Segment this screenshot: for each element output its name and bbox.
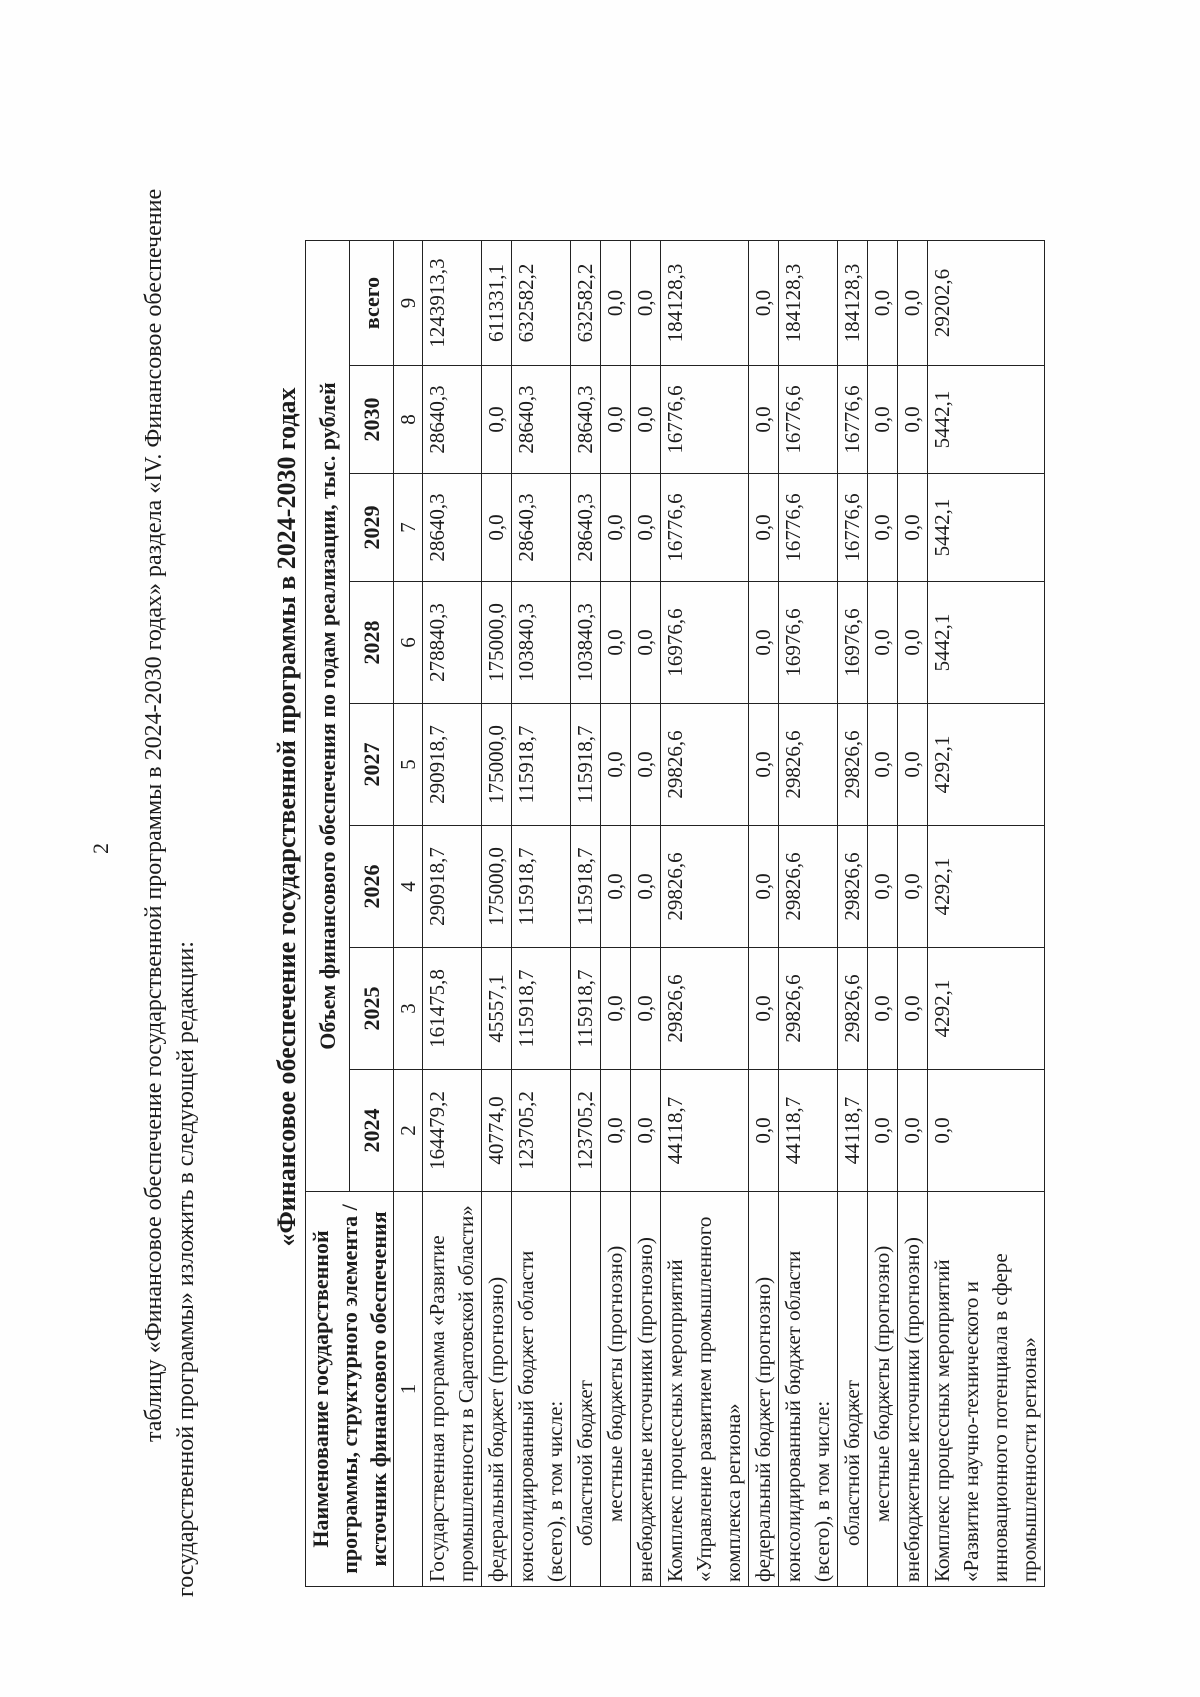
row-value: 0,0 [898,1070,928,1192]
row-value: 0,0 [928,1070,1045,1192]
row-value: 45557,1 [482,948,512,1070]
row-value: 16976,6 [779,582,838,704]
row-value: 115918,7 [512,704,571,826]
row-name: областной бюджет [571,1192,601,1587]
row-value: 44118,7 [661,1070,749,1192]
table-title: «Финансовое обеспечение государственной программы в 2024-2030 годах [272,387,301,1247]
row-value: 0,0 [898,826,928,948]
row-value: 29826,6 [661,704,749,826]
row-value: 0,0 [868,826,898,948]
row-value: 29826,6 [661,948,749,1070]
column-number: 4 [394,826,423,948]
year-header: 2030 [350,366,394,474]
year-header: 2025 [350,948,394,1070]
row-value: 0,0 [601,1070,631,1192]
row-name: внебюджетные источники (прогнозно) [631,1192,661,1587]
row-value: 175000,0 [482,704,512,826]
row-value: 0,0 [898,948,928,1070]
row-value: 29826,6 [661,826,749,948]
row-value: 123705,2 [571,1070,601,1192]
row-value: 28640,3 [571,474,601,582]
row-value: 40774,0 [482,1070,512,1192]
row-value: 28640,3 [423,474,482,582]
row-value: 0,0 [898,474,928,582]
page-number: 2 [88,843,113,854]
intro-line-1: таблицу «Финансовое обеспечение государственной программы в 2024-2030 годах» раздела «IV. Финансовое обеспечение [141,188,167,1442]
row-value: 115918,7 [571,948,601,1070]
table-row [928,241,1045,1587]
row-value: 0,0 [868,704,898,826]
column-number: 6 [394,582,423,704]
column-number: 7 [394,474,423,582]
row-value: 0,0 [868,474,898,582]
row-value: 0,0 [631,241,661,366]
row-value: 29202,6 [928,241,1045,366]
row-value: 0,0 [749,474,779,582]
row-value: 184128,3 [838,241,868,366]
row-value: 0,0 [601,474,631,582]
column-number: 8 [394,366,423,474]
row-value: 0,0 [631,474,661,582]
table-row [749,241,779,1587]
row-value: 0,0 [601,948,631,1070]
financing-table [305,240,1045,1587]
table-row [601,241,631,1587]
column-number: 2 [394,1070,423,1192]
row-value: 0,0 [868,366,898,474]
table-row [631,241,661,1587]
row-value: 0,0 [749,1070,779,1192]
table-row [482,241,512,1587]
year-header: 2024 [350,1070,394,1192]
row-value: 0,0 [482,366,512,474]
row-value: 0,0 [868,241,898,366]
row-value: 103840,3 [571,582,601,704]
row-value: 44118,7 [838,1070,868,1192]
row-value: 184128,3 [661,241,749,366]
row-name: консолидированный бюджет области (всего), в том числе: [512,1192,571,1587]
row-value: 0,0 [749,704,779,826]
column-number: 5 [394,704,423,826]
row-value: 0,0 [868,582,898,704]
row-value: 5442,1 [928,582,1045,704]
row-value: 0,0 [601,241,631,366]
row-value: 29826,6 [779,704,838,826]
row-value: 161475,8 [423,948,482,1070]
row-name: Комплекс процессных мероприятий «Управление развитием промышленного комплекса региона» [661,1192,749,1587]
row-value: 290918,7 [423,826,482,948]
row-value: 29826,6 [838,948,868,1070]
row-value: 16976,6 [838,582,868,704]
row-value: 115918,7 [571,826,601,948]
row-value: 0,0 [601,704,631,826]
table-row [512,241,571,1587]
row-value: 16776,6 [838,366,868,474]
row-value: 632582,2 [571,241,601,366]
row-name: местные бюджеты (прогнозно) [601,1192,631,1587]
row-value: 29826,6 [838,704,868,826]
year-header: всего [350,241,394,366]
row-value: 28640,3 [423,366,482,474]
row-value: 278840,3 [423,582,482,704]
row-value: 290918,7 [423,704,482,826]
row-value: 0,0 [631,366,661,474]
row-name: Комплекс процессных мероприятий «Развитие научно-технического и инновационного потенциала в сфере промышленности региона» [928,1192,1045,1587]
row-value: 115918,7 [512,948,571,1070]
row-value: 0,0 [601,366,631,474]
row-value: 16776,6 [661,474,749,582]
row-value: 0,0 [749,366,779,474]
row-name: Государственная программа «Развитие промышленности в Саратовской области» [423,1192,482,1587]
year-header: 2026 [350,826,394,948]
intro-paragraph [138,177,202,1597]
column-number: 9 [394,241,423,366]
row-name: внебюджетные источники (прогнозно) [898,1192,928,1587]
table-row [838,241,868,1587]
row-value: 16776,6 [661,366,749,474]
row-value: 5442,1 [928,366,1045,474]
row-value: 29826,6 [838,826,868,948]
row-value: 0,0 [631,826,661,948]
header-group: Объем финансового обеспечения по годам реализации, тыс. рублей [306,241,350,1192]
column-numbers-row [394,241,423,1587]
row-value: 29826,6 [779,948,838,1070]
table-row [661,241,749,1587]
row-value: 0,0 [749,826,779,948]
row-name: федеральный бюджет (прогнозно) [482,1192,512,1587]
row-value: 0,0 [868,1070,898,1192]
row-value: 0,0 [898,582,928,704]
row-value: 611331,1 [482,241,512,366]
row-value: 0,0 [898,241,928,366]
row-name: федеральный бюджет (прогнозно) [749,1192,779,1587]
row-value: 0,0 [601,826,631,948]
row-value: 44118,7 [779,1070,838,1192]
row-value: 4292,1 [928,704,1045,826]
year-header: 2028 [350,582,394,704]
row-value: 29826,6 [779,826,838,948]
table-row [779,241,838,1587]
row-name: консолидированный бюджет области (всего), в том числе: [779,1192,838,1587]
row-value: 632582,2 [512,241,571,366]
row-value: 164479,2 [423,1070,482,1192]
row-value: 4292,1 [928,948,1045,1070]
row-value: 103840,3 [512,582,571,704]
row-value: 16776,6 [838,474,868,582]
row-value: 175000,0 [482,582,512,704]
intro-line-2: государственной программы» изложить в следующей редакции: [173,941,199,1597]
row-value: 0,0 [898,366,928,474]
row-name: местные бюджеты (прогнозно) [868,1192,898,1587]
row-value: 0,0 [631,582,661,704]
row-value: 28640,3 [571,366,601,474]
row-value: 0,0 [631,948,661,1070]
table-row [898,241,928,1587]
row-value: 115918,7 [571,704,601,826]
row-value: 16976,6 [661,582,749,704]
row-value: 123705,2 [512,1070,571,1192]
year-header: 2027 [350,704,394,826]
row-value: 175000,0 [482,826,512,948]
row-value: 16776,6 [779,366,838,474]
row-value: 0,0 [631,1070,661,1192]
row-value: 5442,1 [928,474,1045,582]
row-value: 4292,1 [928,826,1045,948]
row-value: 16776,6 [779,474,838,582]
table-row [571,241,601,1587]
row-value: 28640,3 [512,366,571,474]
row-value: 115918,7 [512,826,571,948]
row-value: 0,0 [631,704,661,826]
row-value: 0,0 [749,948,779,1070]
column-number: 3 [394,948,423,1070]
table-row [868,241,898,1587]
table-row [423,241,482,1587]
row-value: 0,0 [749,582,779,704]
row-name: областной бюджет [838,1192,868,1587]
row-value: 0,0 [898,704,928,826]
row-value: 0,0 [601,582,631,704]
row-value: 1243913,3 [423,241,482,366]
row-value: 0,0 [482,474,512,582]
row-value: 0,0 [749,241,779,366]
column-number: 1 [394,1192,423,1587]
row-value: 28640,3 [512,474,571,582]
header-name: Наименование государственной программы, структурного элемента / источник финансового обеспечения [306,1192,394,1587]
row-value: 184128,3 [779,241,838,366]
row-value: 0,0 [868,948,898,1070]
year-header: 2029 [350,474,394,582]
